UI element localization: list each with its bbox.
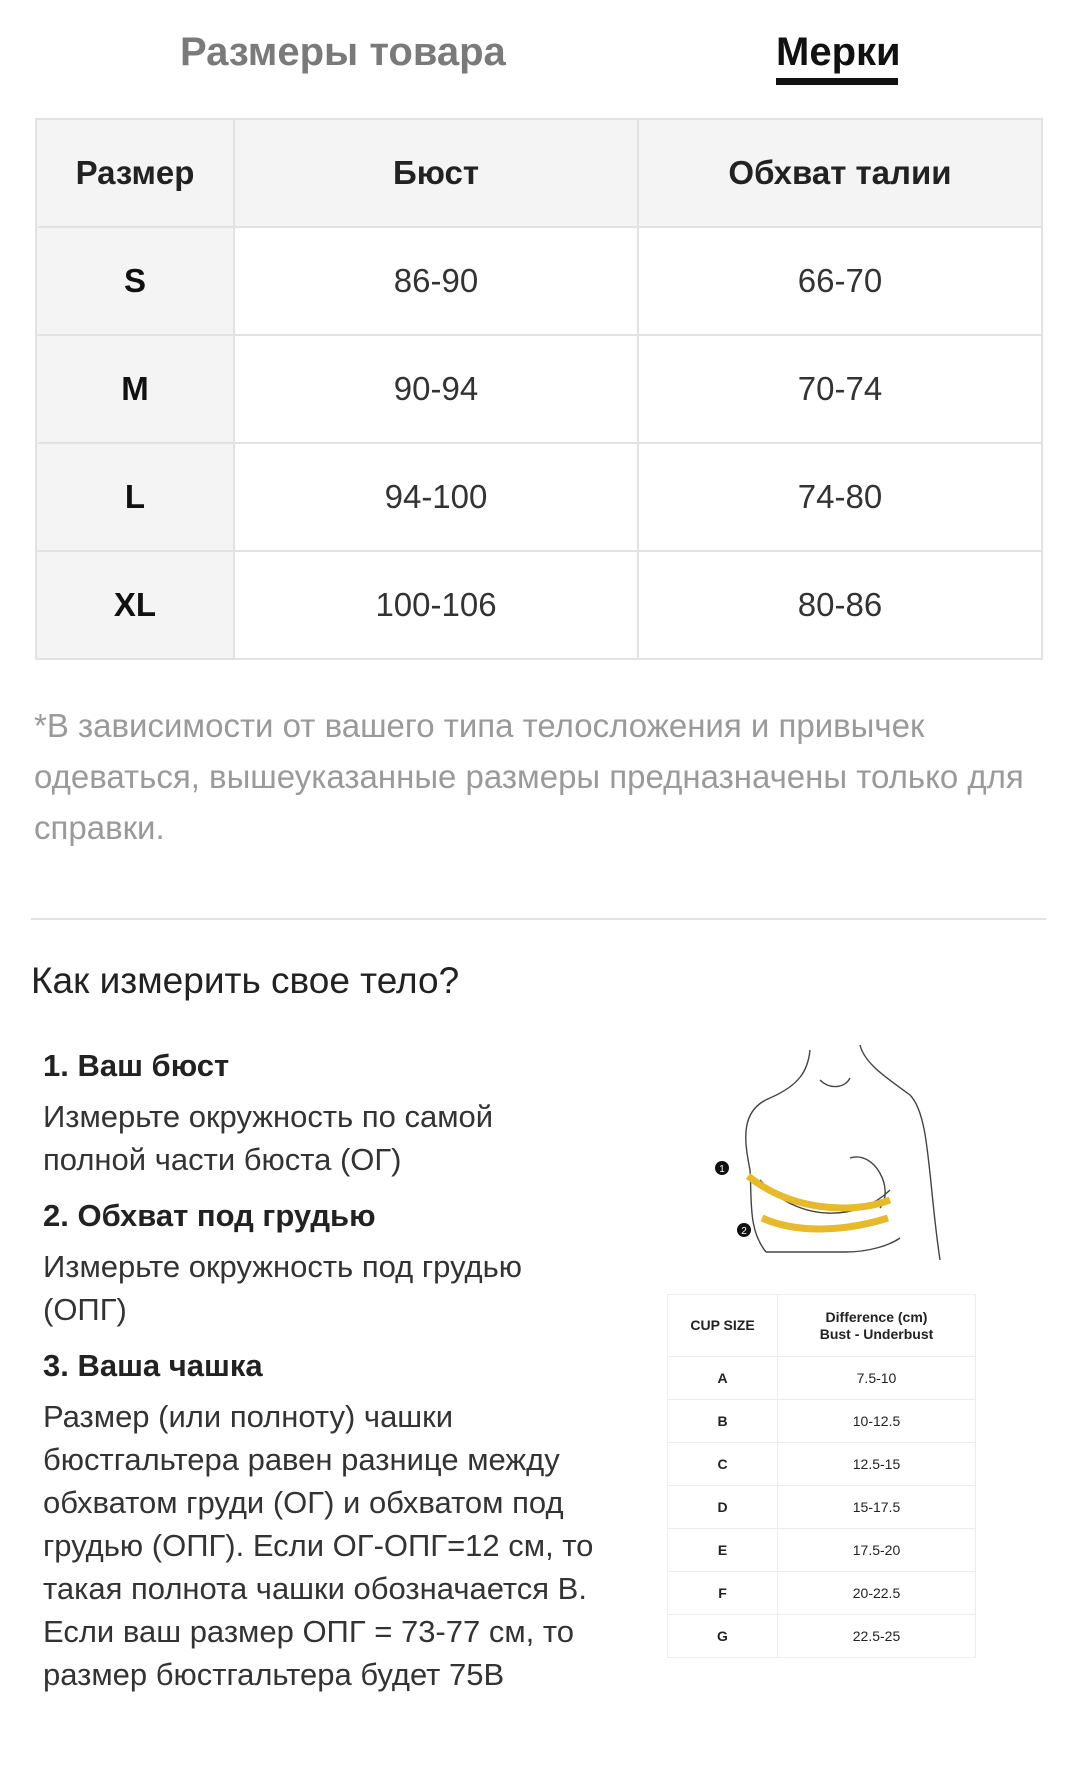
tab-product-sizes[interactable]: Размеры товара: [180, 30, 506, 74]
size-cell: M: [36, 335, 234, 443]
table-row: [668, 1443, 976, 1486]
waist-cell: 74-80: [638, 443, 1042, 551]
table-row: [36, 551, 1042, 659]
cup-cell: E: [668, 1529, 778, 1572]
bust-cell: 100-106: [234, 551, 638, 659]
header-difference-line2: Bust - Underbust: [819, 1325, 934, 1342]
step-bust: [43, 1045, 603, 1181]
table-row: [668, 1615, 976, 1658]
step-underbust: [43, 1195, 603, 1331]
header-cup-size: CUP SIZE: [668, 1295, 778, 1357]
bust-tape-icon: [748, 1176, 890, 1208]
size-table: [35, 118, 1043, 660]
size-disclaimer: *В зависимости от вашего типа телосложения и привычек одеваться, вышеуказанные размеры предназначены только для справки.: [34, 707, 1024, 846]
table-row: [668, 1357, 976, 1400]
active-tab-indicator: [776, 78, 898, 85]
howto-title: Как измерить свое тело?: [31, 960, 460, 1001]
step-title: 2. Обхват под грудью: [43, 1198, 376, 1233]
tab-measurements[interactable]: Мерки: [776, 30, 901, 74]
cup-size-table: [667, 1294, 976, 1658]
header-waist: Обхват талии: [638, 119, 1042, 227]
step-cup: [43, 1345, 603, 1696]
table-row: [36, 335, 1042, 443]
step-title: 3. Ваша чашка: [43, 1348, 263, 1383]
step-text: Размер (или полноту) чашки бюстгальтера равен разнице между обхватом груди (ОГ) и обхватом под грудью (ОПГ). Если ОГ-ОПГ=12 см, то такая полнота чашки обозначается В. Если ваш размер ОПГ = 73-77 см, то размер бюстгальтера будет 75В: [43, 1399, 594, 1692]
marker-1-label: 1: [719, 1164, 725, 1175]
size-cell: S: [36, 227, 234, 335]
cup-cell: C: [668, 1443, 778, 1486]
bust-measurement-illustration: [700, 1040, 950, 1270]
cup-cell: G: [668, 1615, 778, 1658]
waist-cell: 70-74: [638, 335, 1042, 443]
waist-cell: 80-86: [638, 551, 1042, 659]
diff-cell: 10-12.5: [778, 1400, 976, 1443]
diff-cell: 15-17.5: [778, 1486, 976, 1529]
bust-cell: 86-90: [234, 227, 638, 335]
waist-cell: 66-70: [638, 227, 1042, 335]
table-row: [668, 1572, 976, 1615]
measurement-steps: [43, 1045, 603, 1710]
cup-cell: B: [668, 1400, 778, 1443]
size-table-header: [36, 119, 1042, 227]
header-difference-line1: Difference (cm): [825, 1308, 928, 1325]
size-cell: L: [36, 443, 234, 551]
header-bust: Бюст: [234, 119, 638, 227]
table-row: [36, 443, 1042, 551]
diff-cell: 7.5-10: [778, 1357, 976, 1400]
step-text: Измерьте окружность по самой полной части бюста (ОГ): [43, 1099, 494, 1177]
diff-cell: 20-22.5: [778, 1572, 976, 1615]
bust-cell: 90-94: [234, 335, 638, 443]
bust-cell: 94-100: [234, 443, 638, 551]
diff-cell: 12.5-15: [778, 1443, 976, 1486]
cup-cell: F: [668, 1572, 778, 1615]
table-row: [668, 1400, 976, 1443]
tab-bar: [0, 0, 1080, 100]
diff-cell: 22.5-25: [778, 1615, 976, 1658]
size-cell: XL: [36, 551, 234, 659]
cup-cell: D: [668, 1486, 778, 1529]
header-difference: [778, 1295, 976, 1357]
header-size: Размер: [36, 119, 234, 227]
marker-2-label: 2: [741, 1226, 747, 1237]
section-divider: [31, 918, 1046, 920]
underbust-tape-icon: [762, 1218, 888, 1229]
cup-table-header: [668, 1295, 976, 1357]
table-row: [668, 1529, 976, 1572]
table-row: [36, 227, 1042, 335]
diff-cell: 17.5-20: [778, 1529, 976, 1572]
table-row: [668, 1486, 976, 1529]
cup-cell: A: [668, 1357, 778, 1400]
step-title: 1. Ваш бюст: [43, 1048, 230, 1083]
step-text: Измерьте окружность под грудью (ОПГ): [43, 1249, 523, 1327]
